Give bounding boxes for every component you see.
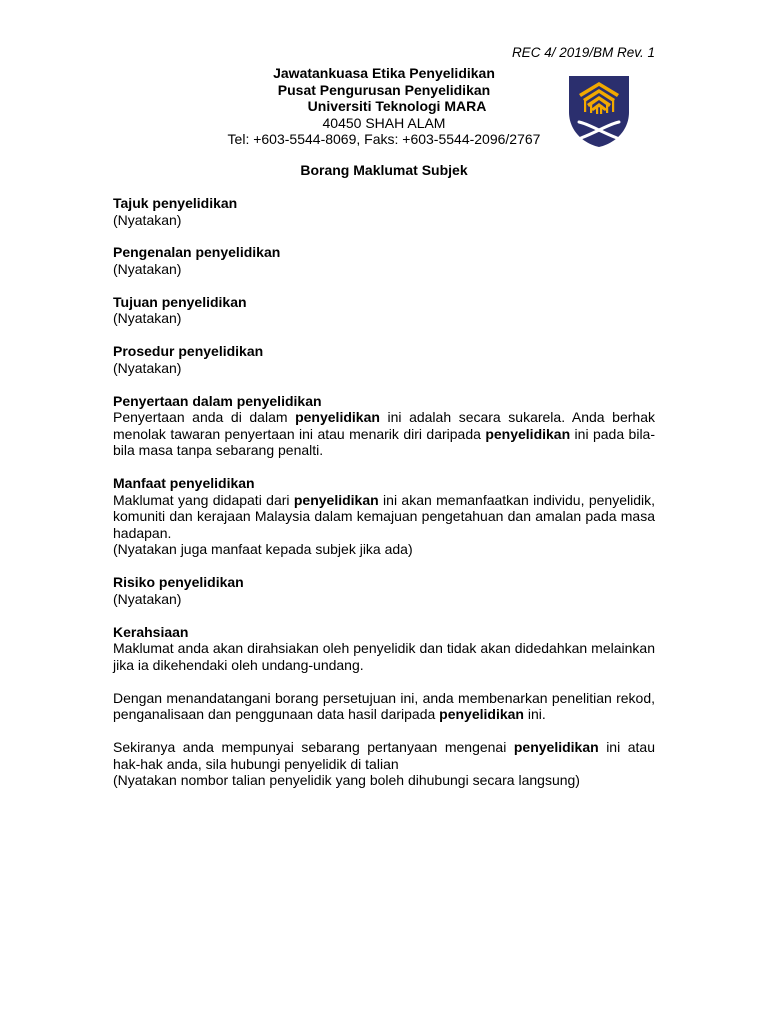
section-placeholder: (Nyatakan) bbox=[113, 260, 182, 277]
section-heading: Tujuan penyelidikan bbox=[113, 293, 247, 310]
section-introduction bbox=[113, 244, 655, 277]
text-run: Sekiranya anda mempunyai sebarang pertanyaan mengenai bbox=[113, 738, 514, 755]
confidentiality-paragraph: Maklumat anda akan dirahsiakan oleh penyelidik dan tidak akan didedahkan melainkan jika ia dikehendaki oleh undang-undang. bbox=[113, 640, 655, 673]
section-risk bbox=[113, 574, 655, 607]
text-run: Dengan menandatangani borang persetujuan ini, anda membenarkan penelitian rekod, penganalisaan dan penggunaan data hasil daripada bbox=[113, 689, 655, 723]
section-heading: Risiko penyelidikan bbox=[113, 574, 244, 591]
bold-term: penyelidikan bbox=[485, 425, 571, 442]
text-run: ini atau hak-hak anda, sila hubungi penyelidik di talian bbox=[113, 738, 655, 772]
letterhead-contact: Tel: +603-5544-8069, Faks: +603-5544-2096/2767 bbox=[227, 131, 541, 148]
participation-paragraph bbox=[113, 409, 655, 459]
section-objective bbox=[113, 294, 655, 327]
contact-paragraph bbox=[113, 739, 655, 772]
university-crest-logo bbox=[567, 74, 631, 148]
text-run: ini pada bila-bila masa tanpa sebarang penalti. bbox=[113, 425, 655, 459]
text-run: ini. bbox=[523, 706, 546, 723]
crest-shield bbox=[569, 76, 629, 147]
section-placeholder: (Nyatakan) bbox=[113, 211, 182, 228]
section-heading: Pengenalan penyelidikan bbox=[113, 244, 281, 261]
section-heading: Manfaat penyelidikan bbox=[113, 475, 255, 492]
section-consent bbox=[113, 690, 655, 723]
letterhead bbox=[200, 65, 568, 148]
letterhead-committee: Jawatankuasa Etika Penyelidikan bbox=[273, 65, 495, 81]
section-benefits bbox=[113, 475, 655, 558]
contact-note: (Nyatakan nombor talian penyelidik yang boleh dihubungi secara langsung) bbox=[113, 772, 580, 789]
bold-term: penyelidikan bbox=[293, 491, 379, 508]
consent-paragraph bbox=[113, 690, 655, 723]
bold-term: penyelidikan bbox=[513, 738, 599, 755]
section-research-title bbox=[113, 195, 655, 228]
section-heading: Prosedur penyelidikan bbox=[113, 343, 264, 360]
section-participation bbox=[113, 393, 655, 459]
benefits-paragraph bbox=[113, 492, 655, 542]
letterhead-centre: Pusat Pengurusan Penyelidikan bbox=[277, 81, 491, 98]
text-run: ini adalah secara sukarela. Anda berhak menolak tawaran penyertaan ini atau menarik diri daripada bbox=[113, 409, 655, 442]
letterhead-address: 40450 SHAH ALAM bbox=[322, 114, 446, 131]
bold-term: penyelidikan bbox=[295, 409, 380, 426]
benefits-note: (Nyatakan juga manfaat kepada subjek jika ada) bbox=[113, 541, 413, 558]
letterhead-university: Universiti Teknologi MARA bbox=[307, 98, 487, 115]
text-run: Maklumat yang didapati dari bbox=[113, 491, 294, 508]
section-heading: Tajuk penyelidikan bbox=[113, 195, 238, 211]
reference-code: REC 4/ 2019/BM Rev. 1 bbox=[511, 45, 655, 60]
form-title: Borang Maklumat Subjek bbox=[300, 162, 468, 178]
section-heading: Kerahsiaan bbox=[113, 623, 189, 640]
text-run: Penyertaan anda di dalam bbox=[113, 409, 296, 426]
section-heading: Penyertaan dalam penyelidikan bbox=[113, 392, 322, 409]
section-placeholder: (Nyatakan) bbox=[113, 310, 182, 327]
form-content bbox=[113, 195, 655, 805]
bold-term: penyelidikan bbox=[439, 706, 524, 723]
text-run: ini akan memanfaatkan individu, penyelidik, komuniti dan kerajaan Malaysia dalam kemajuan pengetahuan dan amalan pada masa hadapan. bbox=[113, 491, 655, 541]
section-confidentiality bbox=[113, 624, 655, 674]
section-placeholder: (Nyatakan) bbox=[113, 590, 182, 607]
section-contact bbox=[113, 739, 655, 789]
section-procedure bbox=[113, 343, 655, 376]
section-placeholder: (Nyatakan) bbox=[113, 359, 182, 376]
